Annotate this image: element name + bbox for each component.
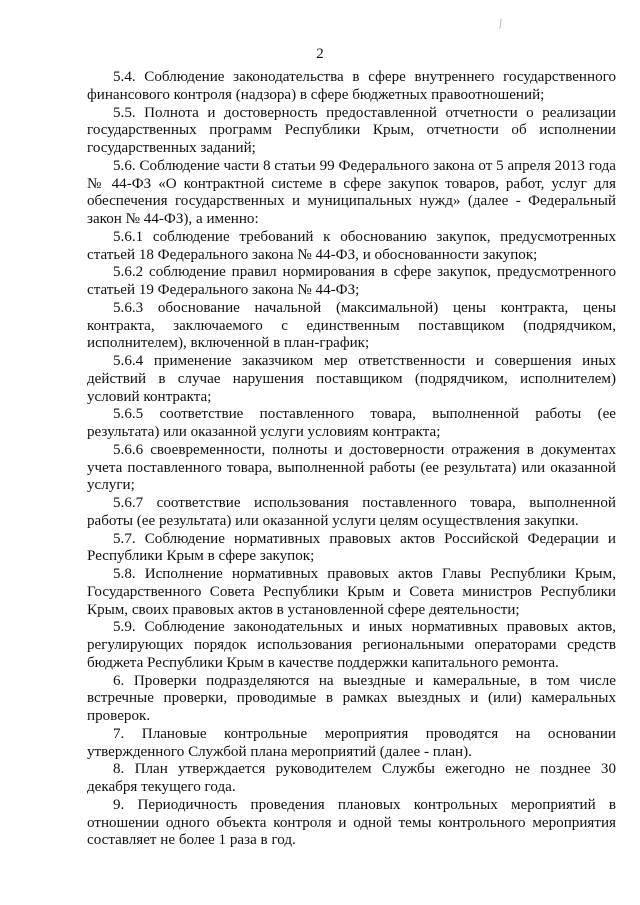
paragraph-5-5: 5.5. Полнота и достоверность предоставленной отчетности о реализации государственных программ Республики Крым, отчетности об исполнении государственных заданий; — [87, 104, 616, 156]
paragraph-5-6-6: 5.6.6 своевременности, полноты и достоверности отражения в документах учета поставленного товара, выполненной работы (ее результата) или оказанной услуги; — [87, 441, 616, 494]
paragraph-9: 9. Периодичность проведения плановых контрольных мероприятий в отношении одного объекта контроля и одной темы контрольного мероприятия составляет не более 1 раза в год. — [87, 796, 616, 849]
paragraph-5-7: 5.7. Соблюдение нормативных правовых актов Российской Федерации и Республики Крым в сфере закупок; — [87, 530, 616, 565]
paragraph-7: 7. Плановые контрольные мероприятия проводятся на основании утвержденного Службой плана мероприятий (далее - план). — [87, 725, 616, 760]
paragraph-5-6: 5.6. Соблюдение части 8 статьи 99 Федерального закона от 5 апреля 2013 года № 44-ФЗ «О контрактной системе в сфере закупок товаров, работ, услуг для обеспечения государственных и муниципальных нужд» (далее - Федеральный закон № 44-ФЗ), а именно: — [87, 157, 616, 227]
scan-mark — [499, 19, 504, 29]
paragraph-5-6-7: 5.6.7 соответствие использования поставленного товара, выполненной работы (ее результата) или оказанной услуги целям осуществления закупки. — [87, 495, 616, 529]
paragraph-5-6-4: 5.6.4 применение заказчиком мер ответственности и совершения иных действий в случае нарушения поставщиком (подрядчиком, исполнителем) условий контракта; — [87, 353, 616, 405]
paragraph-5-9: 5.9. Соблюдение законодательных и иных нормативных правовых актов, регулирующих порядок использования региональными операторами средств бюджета Республики Крым в качестве поддержки капитального ремонта. — [87, 619, 616, 671]
paragraph-5-6-5: 5.6.5 соответствие поставленного товара, выполненной работы (ее результата) или оказанной услуги условиям контракта; — [87, 406, 616, 440]
paragraph-6: 6. Проверки подразделяются на выездные и камеральные, в том числе встречные проверки, проводимые в рамках выездных и (или) камеральных проверок. — [87, 672, 616, 724]
paragraph-5-8: 5.8. Исполнение нормативных правовых актов Главы Республики Крым, Государственного Совета Республики Крым и Совета министров Республики Крым, своих правовых актов в установленной сфере деятельности; — [87, 566, 616, 618]
paragraph-5-6-3: 5.6.3 обоснование начальной (максимальной) цены контракта, цены контракта, заключаемого с единственным поставщиком (подрядчиком, исполнителем), включенной в план-график; — [87, 299, 616, 352]
document-body — [87, 69, 616, 850]
paragraph-5-4: 5.4. Соблюдение законодательства в сфере внутреннего государственного финансового контроля (надзора) в сфере бюджетных правоотношений; — [87, 69, 616, 103]
paragraph-5-6-2: 5.6.2 соблюдение правил нормирования в сфере закупок, предусмотренного статьей 19 Федерального закона № 44-ФЗ; — [87, 264, 616, 298]
page-number: 2 — [316, 46, 324, 62]
paragraph-5-6-1: 5.6.1 соблюдение требований к обоснованию закупок, предусмотренных статьей 18 Федерального закона № 44-ФЗ, и обоснованности закупок; — [87, 228, 616, 263]
paragraph-8: 8. План утверждается руководителем Службы ежегодно не позднее 30 декабря текущего года. — [87, 761, 616, 795]
